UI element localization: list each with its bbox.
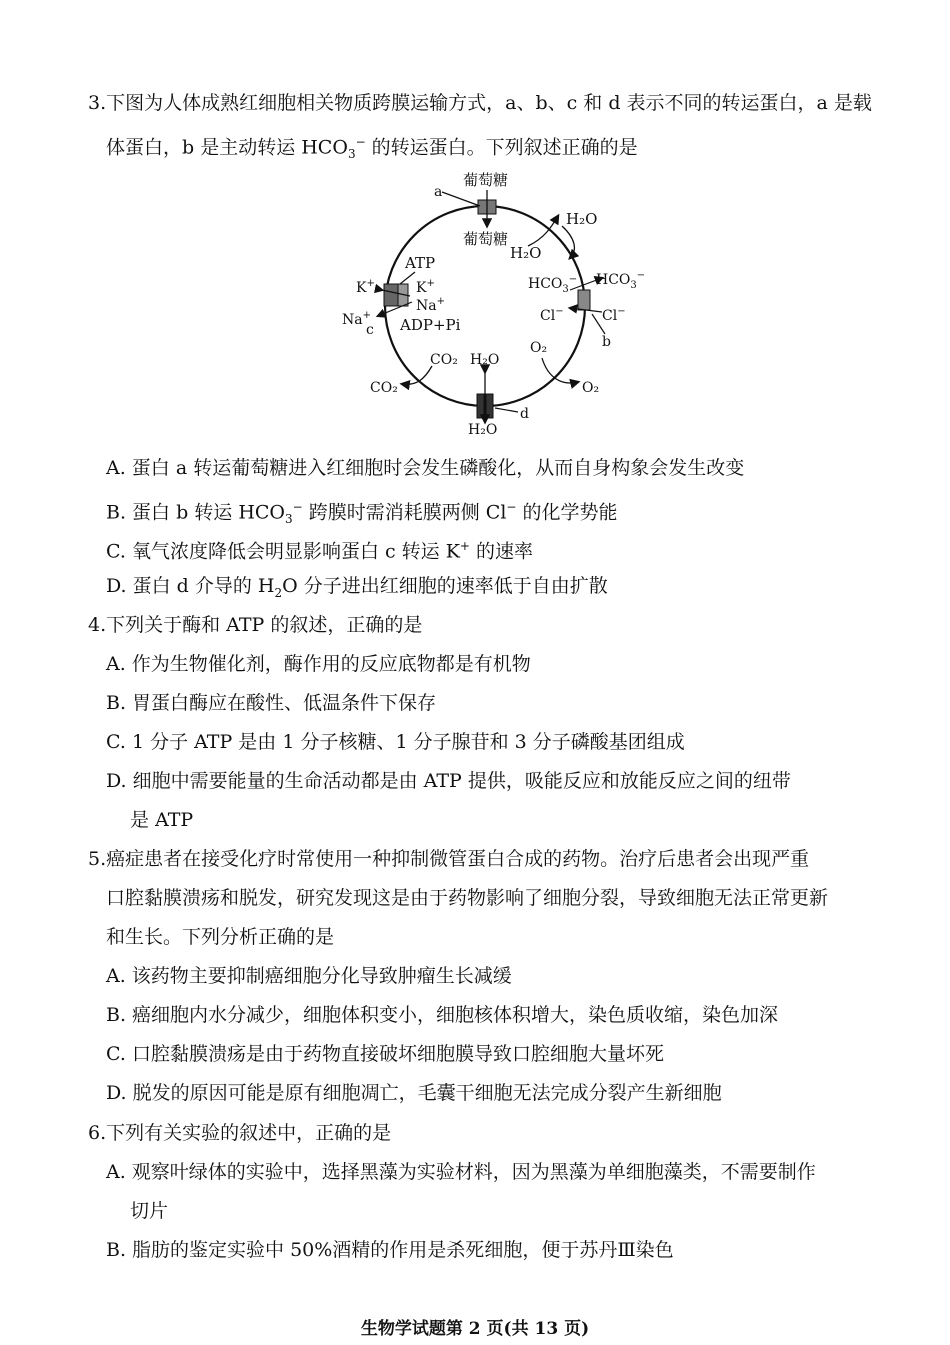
q6-option-a-line2: 切片: [130, 1200, 169, 1222]
q4-option-d-line1: D. 细胞中需要能量的生命活动都是由 ATP 提供，吸能反应和放能反应之间的纽带: [106, 770, 791, 792]
glucose-outside: 葡萄糖: [463, 171, 509, 189]
na-outside: Na+: [342, 310, 371, 328]
q5-option-b: B. 癌细胞内水分减少，细胞体积变小，细胞核体积增大，染色质收缩，染色加深: [106, 1004, 779, 1026]
hco3-outside: $HCO_3^-$: [596, 270, 646, 291]
cl-inside: Cl−: [540, 306, 564, 324]
k-outside: K+: [356, 278, 375, 296]
q5-option-a: A. 该药物主要抑制癌细胞分化导致肿瘤生长减缓: [106, 965, 512, 987]
co2-inside: CO₂: [430, 352, 458, 368]
q4-option-c: C. 1 分子 ATP 是由 1 分子核糖、1 分子腺苷和 3 分子磷酸基团组成: [106, 731, 685, 753]
q4-option-b: B. 胃蛋白酶应在酸性、低温条件下保存: [106, 692, 437, 714]
q3-option-a: A. 蛋白 a 转运葡萄糖进入红细胞时会发生磷酸化，从而自身构象会发生改变: [106, 457, 745, 479]
label-b: b: [602, 334, 611, 350]
o2-outside: O₂: [582, 380, 600, 396]
page-footer: 生物学试题第 2 页(共 13 页): [360, 1319, 590, 1339]
label-a: a: [434, 184, 443, 200]
q5-option-d: D. 脱发的原因可能是原有细胞凋亡，毛囊干细胞无法完成分裂产生新细胞: [106, 1082, 722, 1104]
membrane-transport-diagram: [330, 168, 646, 440]
q5-stem-line1: 5.癌症患者在接受化疗时常使用一种抑制微管蛋白合成的药物。治疗后患者会出现严重: [88, 848, 810, 870]
h2o-top-inside: H₂O: [510, 244, 542, 262]
q3-stem-line2: 体蛋白，b 是主动转运 $HCO_3^-$ 的转运蛋白。下列叙述正确的是: [106, 135, 638, 162]
q6-stem: 6.下列有关实验的叙述中，正确的是: [88, 1122, 392, 1144]
h2o-top-outside: H₂O: [566, 210, 598, 228]
h2o-bottom-outside: H₂O: [468, 422, 498, 438]
q5-stem-line2: 口腔黏膜溃疡和脱发，研究发现这是由于药物影响了细胞分裂，导致细胞无法正常更新: [106, 887, 829, 909]
atp-label: ATP: [405, 254, 436, 272]
a-pointer: [442, 192, 480, 206]
adp-pi-label: ADP+Pi: [400, 316, 461, 334]
co2-outside: CO₂: [370, 380, 398, 396]
glucose-inside: 葡萄糖: [463, 230, 509, 248]
q3-option-c: C. 氧气浓度降低会明显影响蛋白 c 转运 K+ 的速率: [106, 539, 534, 563]
q3-option-d: D. 蛋白 d 介导的 $H_2O$ 分子进出红细胞的速率低于自由扩散: [106, 575, 608, 600]
protein-b: [578, 290, 590, 310]
q5-stem-line3: 和生长。下列分析正确的是: [106, 926, 335, 948]
k-inside: K+: [416, 278, 435, 296]
o2-inside: O₂: [530, 340, 548, 356]
label-c: c: [366, 322, 374, 338]
q6-option-b: B. 脂肪的鉴定实验中 50%酒精的作用是杀死细胞，便于苏丹Ⅲ染色: [106, 1239, 674, 1261]
cl-outside: Cl−: [602, 306, 626, 324]
q4-option-a: A. 作为生物催化剂，酶作用的反应底物都是有机物: [106, 653, 531, 675]
na-inside: Na+: [416, 296, 445, 314]
h2o-bottom-inside: H₂O: [470, 352, 500, 368]
q6-option-a-line1: A. 观察叶绿体的实验中，选择黑藻为实验材料，因为黑藻为单细胞藻类，不需要制作: [106, 1161, 816, 1183]
label-d: d: [520, 406, 529, 422]
q3-option-b: B. 蛋白 b 转运 $HCO_3^-$ 跨膜时需消耗膜两侧 Cl− 的化学势能: [106, 500, 618, 527]
hco3-inside: $HCO_3^-$: [528, 274, 578, 295]
q5-option-c: C. 口腔黏膜溃疡是由于药物直接破坏细胞膜导致口腔细胞大量坏死: [106, 1043, 664, 1065]
q4-stem: 4.下列关于酶和 ATP 的叙述，正确的是: [88, 614, 423, 636]
q3-stem-line1: 3.下图为人体成熟红细胞相关物质跨膜运输方式，a、b、c 和 d 表示不同的转运蛋白，a 是载: [88, 92, 872, 114]
q4-option-d-line2: 是 ATP: [130, 809, 194, 831]
